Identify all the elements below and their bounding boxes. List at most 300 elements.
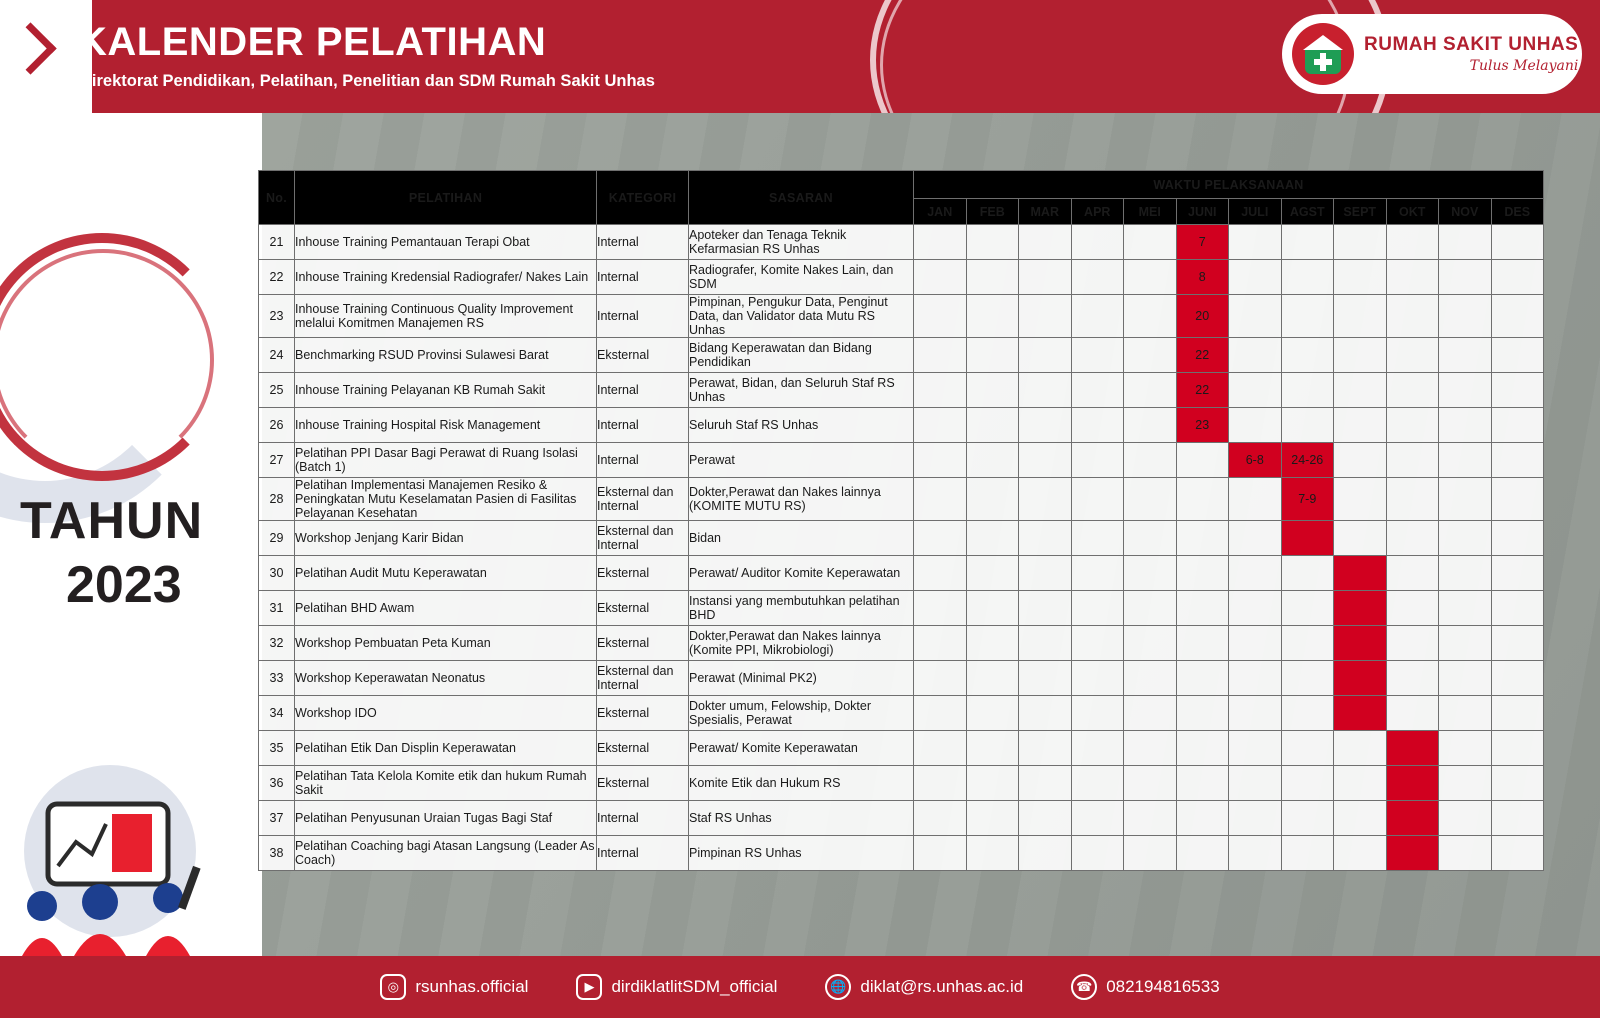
cell-sasaran: Komite Etik dan Hukum RS [689,766,914,801]
footer-item-youtube[interactable] [576,974,777,1000]
schedule-cell-des [1491,521,1544,556]
col-header-waktu: WAKTU PELAKSANAAN [914,171,1544,199]
schedule-cell-mar [1019,338,1072,373]
schedule-cell-des [1491,731,1544,766]
schedule-cell-apr [1071,626,1124,661]
schedule-cell-juli [1229,521,1282,556]
hospital-logo [1282,14,1582,94]
schedule-cell-mei [1124,801,1177,836]
schedule-cell-feb [966,731,1019,766]
cell-no: 24 [259,338,295,373]
schedule-cell-feb [966,478,1019,521]
schedule-cell-jan [914,556,967,591]
schedule-cell-des [1491,591,1544,626]
cell-no: 32 [259,626,295,661]
cell-sasaran: Bidang Keperawatan dan Bidang Pendidikan [689,338,914,373]
table-row [259,443,1544,478]
schedule-cell-juli [1229,225,1282,260]
schedule-cell-mei [1124,591,1177,626]
schedule-cell-juli [1229,836,1282,871]
schedule-cell-sept [1334,521,1387,556]
cell-pelatihan: Pelatihan Implementasi Manajemen Resiko & Peningkatan Mutu Keselamatan Pasien di Fasilitas Pelayanan Kesehatan [295,478,597,521]
schedule-mark-agst [1281,521,1334,556]
schedule-cell-agst [1281,408,1334,443]
schedule-cell-juli [1229,408,1282,443]
schedule-cell-jan [914,731,967,766]
month-header-sept: SEPT [1334,199,1387,225]
schedule-cell-feb [966,626,1019,661]
schedule-cell-feb [966,295,1019,338]
schedule-cell-mei [1124,836,1177,871]
schedule-cell-feb [966,801,1019,836]
schedule-cell-nov [1439,556,1492,591]
cell-sasaran: Instansi yang membutuhkan pelatihan BHD [689,591,914,626]
schedule-cell-mei [1124,661,1177,696]
schedule-mark-juni: 20 [1176,295,1229,338]
page-title: KALENDER PELATIHAN [78,20,547,64]
cell-no: 37 [259,801,295,836]
schedule-cell-okt [1386,591,1439,626]
table-row [259,225,1544,260]
table-row [259,295,1544,338]
schedule-cell-apr [1071,801,1124,836]
col-header-kategori: KATEGORI [597,171,689,225]
footer-youtube-text: dirdiklatlitSDM_official [611,977,778,996]
schedule-cell-feb [966,836,1019,871]
schedule-cell-mar [1019,295,1072,338]
schedule-cell-mei [1124,521,1177,556]
schedule-cell-jan [914,260,967,295]
schedule-mark-sept [1334,591,1387,626]
cell-sasaran: Pimpinan RS Unhas [689,836,914,871]
schedule-cell-okt [1386,626,1439,661]
schedule-cell-agst [1281,591,1334,626]
schedule-cell-sept [1334,731,1387,766]
schedule-cell-des [1491,443,1544,478]
cell-pelatihan: Inhouse Training Hospital Risk Management [295,408,597,443]
header-swoosh-decor-2 [880,0,1350,113]
red-circle-decor-2 [0,249,214,471]
month-header-mei: MEI [1124,199,1177,225]
training-calendar-table [258,170,1544,871]
schedule-cell-sept [1334,478,1387,521]
schedule-mark-juni: 22 [1176,338,1229,373]
cell-kategori: Eksternal [597,766,689,801]
schedule-cell-agst [1281,338,1334,373]
schedule-cell-apr [1071,731,1124,766]
schedule-cell-jan [914,626,967,661]
schedule-cell-nov [1439,295,1492,338]
schedule-cell-nov [1439,591,1492,626]
cell-no: 27 [259,443,295,478]
schedule-cell-sept [1334,373,1387,408]
cell-pelatihan: Workshop Jenjang Karir Bidan [295,521,597,556]
schedule-cell-apr [1071,443,1124,478]
schedule-mark-juni: 7 [1176,225,1229,260]
schedule-cell-agst [1281,626,1334,661]
schedule-cell-okt [1386,556,1439,591]
cell-pelatihan: Pelatihan Tata Kelola Komite etik dan hukum Rumah Sakit [295,766,597,801]
footer-instagram-text: rsunhas.official [415,977,529,996]
schedule-cell-sept [1334,408,1387,443]
schedule-mark-sept [1334,696,1387,731]
schedule-cell-des [1491,696,1544,731]
schedule-cell-feb [966,260,1019,295]
cell-pelatihan: Pelatihan BHD Awam [295,591,597,626]
schedule-cell-juli [1229,373,1282,408]
schedule-cell-apr [1071,696,1124,731]
schedule-cell-nov [1439,626,1492,661]
cell-no: 33 [259,661,295,696]
month-header-juli: JULI [1229,199,1282,225]
schedule-cell-des [1491,373,1544,408]
cell-sasaran: Dokter umum, Felowship, Dokter Spesialis, Perawat [689,696,914,731]
cell-kategori: Internal [597,443,689,478]
cell-sasaran: Bidan [689,521,914,556]
schedule-cell-mar [1019,591,1072,626]
schedule-cell-juni [1176,696,1229,731]
cell-sasaran: Dokter,Perawat dan Nakes lainnya (KOMITE MUTU RS) [689,478,914,521]
schedule-cell-juni [1176,801,1229,836]
schedule-cell-feb [966,373,1019,408]
schedule-cell-okt [1386,408,1439,443]
schedule-cell-mei [1124,731,1177,766]
cell-sasaran: Perawat/ Auditor Komite Keperawatan [689,556,914,591]
cell-kategori: Eksternal [597,731,689,766]
schedule-cell-apr [1071,766,1124,801]
schedule-cell-mar [1019,478,1072,521]
cell-kategori: Internal [597,373,689,408]
table-row [259,478,1544,521]
schedule-cell-agst [1281,696,1334,731]
schedule-cell-juni [1176,556,1229,591]
schedule-cell-apr [1071,521,1124,556]
schedule-cell-juli [1229,556,1282,591]
month-header-agst: AGST [1281,199,1334,225]
schedule-cell-mei [1124,443,1177,478]
cell-no: 22 [259,260,295,295]
cell-kategori: Internal [597,801,689,836]
schedule-mark-okt [1386,731,1439,766]
schedule-cell-agst [1281,225,1334,260]
schedule-cell-des [1491,408,1544,443]
schedule-cell-mei [1124,373,1177,408]
cell-kategori: Eksternal [597,696,689,731]
schedule-cell-mar [1019,443,1072,478]
schedule-cell-nov [1439,661,1492,696]
table-row [259,836,1544,871]
table-row [259,521,1544,556]
schedule-cell-mei [1124,696,1177,731]
table-row [259,766,1544,801]
month-header-juni: JUNI [1176,199,1229,225]
schedule-cell-mar [1019,408,1072,443]
schedule-cell-feb [966,408,1019,443]
people-illustration [0,756,262,956]
schedule-cell-okt [1386,696,1439,731]
schedule-cell-apr [1071,373,1124,408]
schedule-cell-apr [1071,661,1124,696]
table-row [259,556,1544,591]
cell-sasaran: Perawat, Bidan, dan Seluruh Staf RS Unhas [689,373,914,408]
month-header-okt: OKT [1386,199,1439,225]
instagram-icon: ◎ [380,974,406,1000]
schedule-cell-juni [1176,521,1229,556]
cell-sasaran: Seluruh Staf RS Unhas [689,408,914,443]
schedule-cell-des [1491,478,1544,521]
cell-sasaran: Apoteker dan Tenaga Teknik Kefarmasian RS Unhas [689,225,914,260]
year-label: TAHUN [20,492,204,550]
schedule-cell-sept [1334,338,1387,373]
cell-no: 35 [259,731,295,766]
cell-pelatihan: Pelatihan PPI Dasar Bagi Perawat di Ruang Isolasi (Batch 1) [295,443,597,478]
schedule-cell-mar [1019,801,1072,836]
schedule-mark-okt [1386,836,1439,871]
schedule-cell-mar [1019,626,1072,661]
table-row [259,661,1544,696]
schedule-cell-apr [1071,408,1124,443]
phone-icon: ☎ [1071,974,1097,1000]
cell-sasaran: Staf RS Unhas [689,801,914,836]
page-subtitle: Direktorat Pendidikan, Pelatihan, Penelitian dan SDM Rumah Sakit Unhas [80,72,655,90]
schedule-cell-mar [1019,260,1072,295]
schedule-cell-mar [1019,836,1072,871]
schedule-cell-okt [1386,478,1439,521]
schedule-cell-juni [1176,626,1229,661]
schedule-cell-mar [1019,766,1072,801]
schedule-cell-sept [1334,260,1387,295]
schedule-cell-jan [914,591,967,626]
schedule-cell-agst [1281,260,1334,295]
schedule-cell-des [1491,661,1544,696]
schedule-mark-juni: 23 [1176,408,1229,443]
page-footer [0,956,1600,1018]
schedule-cell-okt [1386,373,1439,408]
cell-no: 30 [259,556,295,591]
schedule-cell-apr [1071,591,1124,626]
schedule-cell-jan [914,338,967,373]
schedule-cell-apr [1071,836,1124,871]
schedule-cell-jan [914,696,967,731]
schedule-cell-feb [966,591,1019,626]
schedule-cell-juli [1229,766,1282,801]
cell-kategori: Eksternal [597,338,689,373]
schedule-cell-juli [1229,801,1282,836]
schedule-cell-sept [1334,836,1387,871]
schedule-cell-agst [1281,295,1334,338]
schedule-mark-sept [1334,626,1387,661]
cell-no: 31 [259,591,295,626]
schedule-cell-agst [1281,373,1334,408]
schedule-cell-des [1491,556,1544,591]
schedule-cell-des [1491,626,1544,661]
schedule-cell-mar [1019,521,1072,556]
schedule-cell-mei [1124,626,1177,661]
schedule-cell-des [1491,295,1544,338]
schedule-cell-juli [1229,696,1282,731]
schedule-cell-mei [1124,338,1177,373]
schedule-cell-juli [1229,260,1282,295]
schedule-cell-juni [1176,661,1229,696]
cell-kategori: Eksternal dan Internal [597,661,689,696]
cell-sasaran: Perawat (Minimal PK2) [689,661,914,696]
table-row [259,801,1544,836]
cell-kategori: Internal [597,225,689,260]
cell-kategori: Internal [597,408,689,443]
schedule-cell-jan [914,373,967,408]
table-row [259,696,1544,731]
schedule-cell-nov [1439,225,1492,260]
schedule-cell-nov [1439,521,1492,556]
schedule-cell-juni [1176,836,1229,871]
schedule-cell-agst [1281,731,1334,766]
cell-pelatihan: Benchmarking RSUD Provinsi Sulawesi Barat [295,338,597,373]
cell-no: 38 [259,836,295,871]
cell-kategori: Eksternal [597,626,689,661]
schedule-cell-sept [1334,766,1387,801]
logo-name: RUMAH SAKIT UNHAS [1364,34,1579,55]
footer-phone-text: 082194816533 [1106,977,1220,996]
schedule-cell-okt [1386,295,1439,338]
schedule-cell-apr [1071,260,1124,295]
schedule-cell-juli [1229,626,1282,661]
schedule-cell-juli [1229,661,1282,696]
schedule-cell-jan [914,443,967,478]
schedule-cell-okt [1386,443,1439,478]
table-row [259,408,1544,443]
schedule-mark-agst: 24-26 [1281,443,1334,478]
schedule-cell-nov [1439,478,1492,521]
cell-kategori: Internal [597,295,689,338]
footer-item-email[interactable] [825,974,1023,1000]
schedule-cell-mar [1019,556,1072,591]
col-header-pelatihan: PELATIHAN [295,171,597,225]
schedule-cell-okt [1386,521,1439,556]
schedule-cell-nov [1439,801,1492,836]
schedule-cell-juli [1229,478,1282,521]
schedule-cell-feb [966,556,1019,591]
schedule-cell-agst [1281,836,1334,871]
logo-tagline: Tulus Melayani [1469,58,1579,74]
cell-no: 25 [259,373,295,408]
schedule-mark-agst: 7-9 [1281,478,1334,521]
cell-kategori: Internal [597,836,689,871]
cell-kategori: Eksternal dan Internal [597,521,689,556]
schedule-cell-okt [1386,260,1439,295]
schedule-cell-nov [1439,260,1492,295]
table-row [259,260,1544,295]
schedule-cell-apr [1071,556,1124,591]
col-header-sasaran: SASARAN [689,171,914,225]
schedule-cell-mar [1019,661,1072,696]
schedule-cell-des [1491,338,1544,373]
cell-no: 23 [259,295,295,338]
footer-email-text: diklat@rs.unhas.ac.id [860,977,1024,996]
schedule-cell-mei [1124,225,1177,260]
schedule-cell-juli [1229,731,1282,766]
schedule-cell-juli [1229,295,1282,338]
schedule-cell-apr [1071,295,1124,338]
cell-no: 29 [259,521,295,556]
schedule-cell-feb [966,766,1019,801]
youtube-icon: ▶ [576,974,602,1000]
schedule-cell-jan [914,478,967,521]
schedule-cell-okt [1386,338,1439,373]
month-header-mar: MAR [1019,199,1072,225]
schedule-cell-des [1491,766,1544,801]
schedule-cell-juli [1229,338,1282,373]
cell-sasaran: Pimpinan, Pengukur Data, Penginut Data, dan Validator data Mutu RS Unhas [689,295,914,338]
schedule-cell-sept [1334,443,1387,478]
cell-no: 26 [259,408,295,443]
schedule-cell-sept [1334,801,1387,836]
table-row [259,591,1544,626]
schedule-cell-juli [1229,591,1282,626]
footer-item-phone[interactable] [1071,974,1219,1000]
schedule-cell-des [1491,801,1544,836]
cell-no: 21 [259,225,295,260]
schedule-cell-mar [1019,373,1072,408]
table-row [259,626,1544,661]
footer-item-instagram[interactable] [380,974,528,1000]
cell-sasaran: Dokter,Perawat dan Nakes lainnya (Komite PPI, Mikrobiologi) [689,626,914,661]
schedule-cell-sept [1334,295,1387,338]
schedule-cell-nov [1439,373,1492,408]
col-header-no: No. [259,171,295,225]
cell-pelatihan: Pelatihan Audit Mutu Keperawatan [295,556,597,591]
schedule-cell-mar [1019,731,1072,766]
schedule-cell-feb [966,696,1019,731]
schedule-cell-feb [966,338,1019,373]
schedule-cell-jan [914,661,967,696]
schedule-cell-okt [1386,661,1439,696]
cell-kategori: Internal [597,260,689,295]
cell-pelatihan: Workshop Pembuatan Peta Kuman [295,626,597,661]
cell-pelatihan: Inhouse Training Pemantauan Terapi Obat [295,225,597,260]
schedule-cell-jan [914,225,967,260]
month-header-nov: NOV [1439,199,1492,225]
cell-pelatihan: Pelatihan Coaching bagi Atasan Langsung (Leader As Coach) [295,836,597,871]
cell-pelatihan: Pelatihan Penyusunan Uraian Tugas Bagi Staf [295,801,597,836]
schedule-cell-jan [914,766,967,801]
schedule-cell-mei [1124,408,1177,443]
schedule-cell-agst [1281,556,1334,591]
schedule-cell-apr [1071,478,1124,521]
cell-pelatihan: Inhouse Training Pelayanan KB Rumah Sakit [295,373,597,408]
schedule-cell-jan [914,836,967,871]
table-body [259,225,1544,871]
schedule-cell-juni [1176,443,1229,478]
schedule-cell-agst [1281,661,1334,696]
schedule-cell-agst [1281,801,1334,836]
schedule-mark-juli: 6-8 [1229,443,1282,478]
schedule-mark-okt [1386,766,1439,801]
schedule-cell-nov [1439,696,1492,731]
cell-pelatihan: Workshop Keperawatan Neonatus [295,661,597,696]
schedule-cell-des [1491,260,1544,295]
schedule-cell-feb [966,225,1019,260]
schedule-mark-okt [1386,801,1439,836]
month-header-apr: APR [1071,199,1124,225]
schedule-cell-jan [914,521,967,556]
cell-pelatihan: Pelatihan Etik Dan Displin Keperawatan [295,731,597,766]
schedule-cell-juni [1176,766,1229,801]
schedule-cell-juni [1176,591,1229,626]
left-decor-panel [0,113,262,956]
schedule-cell-mei [1124,295,1177,338]
page-header [0,0,1600,113]
cell-sasaran: Perawat/ Komite Keperawatan [689,731,914,766]
